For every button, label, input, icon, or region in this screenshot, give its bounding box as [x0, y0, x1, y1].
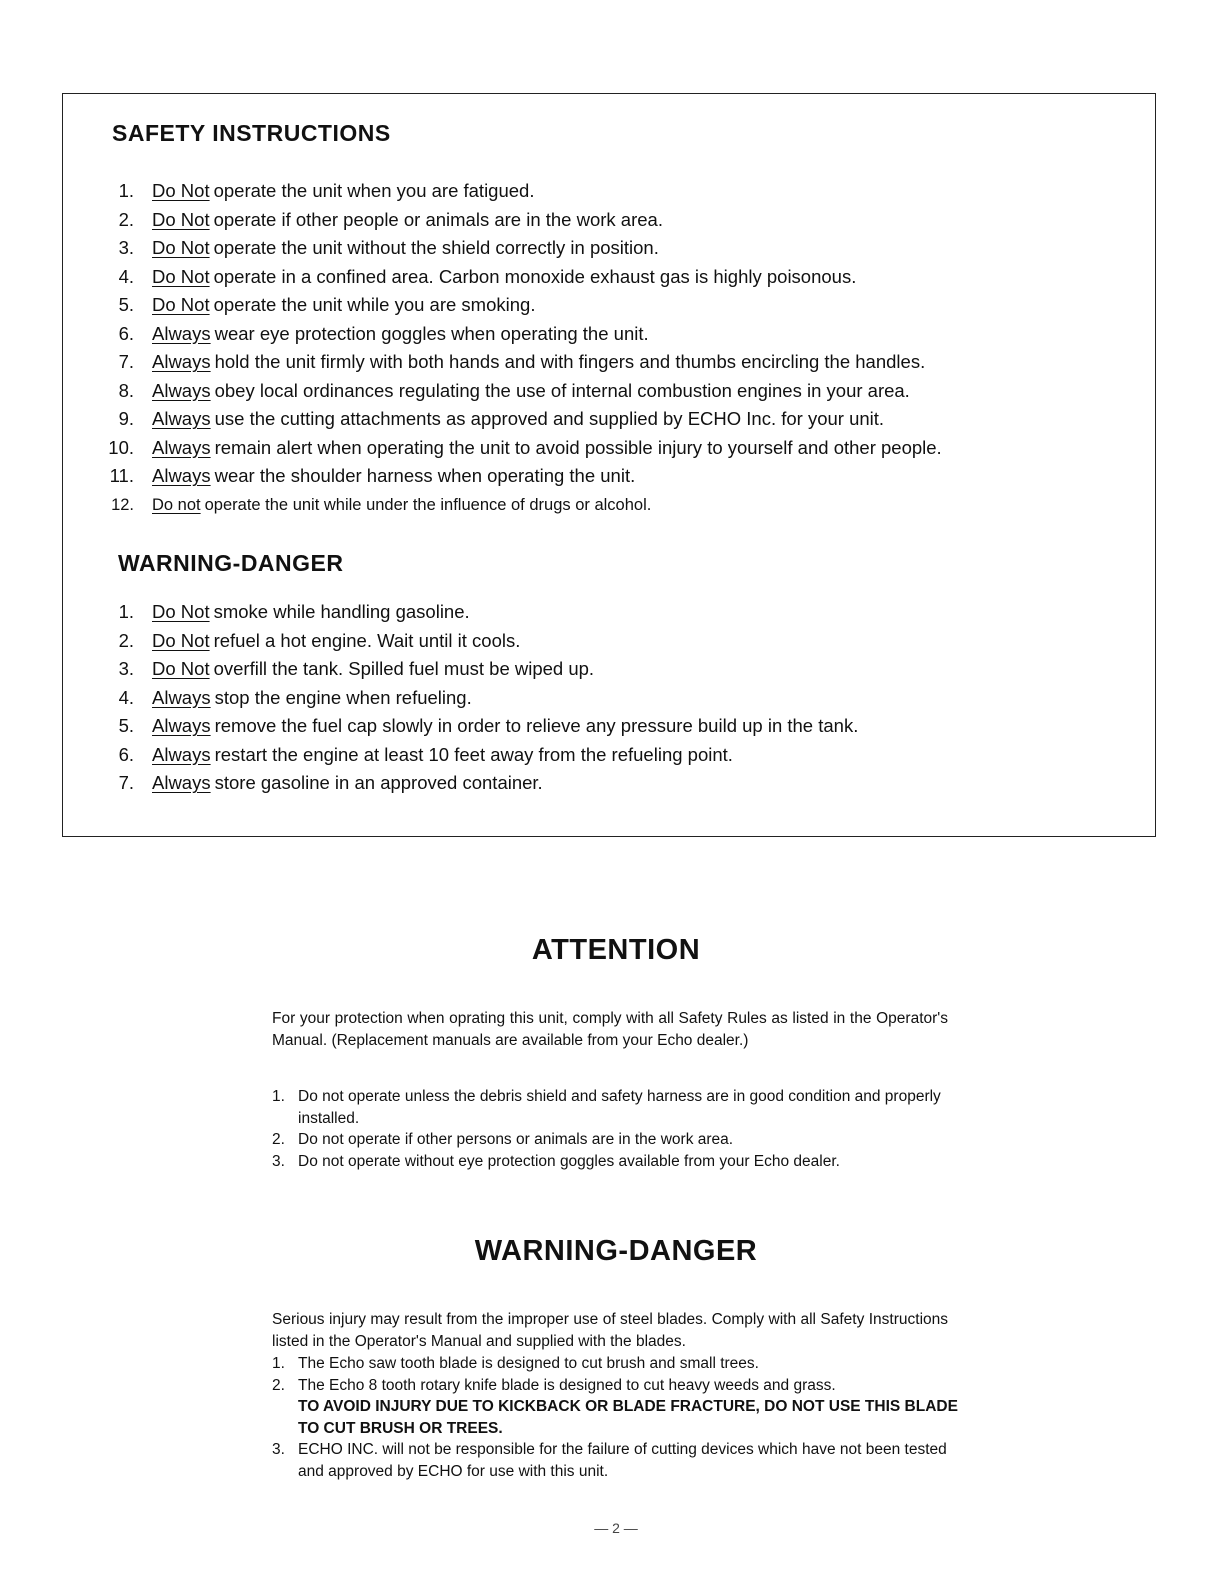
item-number: 5. [118, 294, 134, 315]
list-item [100, 348, 942, 377]
item-text: obey local ordinances regulating the use of internal combustion engines in your area. [214, 379, 910, 401]
item-text: overfill the tank. Spilled fuel must be wiped up. [213, 658, 595, 679]
warning-title: WARNING-DANGER [474, 1235, 758, 1267]
item-number: 3. [118, 658, 134, 679]
item-text: The Echo 8 tooth rotary knife blade is designed to cut heavy weeds and grass. [298, 1376, 836, 1394]
list-item [100, 462, 942, 491]
item-text: ECHO INC. will not be responsible for the failure of cutting devices which have not been tested and approved by ECHO for use with this unit. [298, 1441, 947, 1480]
attention-list [272, 1086, 962, 1172]
item-text: hold the unit firmly with both hands and with fingers and thumbs encircling the handles. [214, 351, 926, 372]
item-number: 3. [272, 1152, 285, 1170]
list-item [272, 1086, 962, 1129]
list-item [272, 1375, 962, 1440]
item-number: 4. [118, 265, 134, 287]
item-keyword: Always [152, 772, 211, 793]
list-item [272, 1353, 962, 1375]
item-text: refuel a hot engine. Wait until it cools. [213, 629, 521, 651]
item-text: restart the engine at least 10 feet away from the refueling point. [214, 743, 733, 765]
item-number: 7. [118, 351, 134, 372]
list-item [100, 491, 942, 520]
item-keyword: Always [152, 379, 211, 401]
item-keyword: Always [152, 465, 211, 486]
attention-intro: For your protection when oprating this unit, comply with all Safety Rules as listed in the Operator's Manual. (Replacement manuals are available from your Echo dealer.) [272, 1010, 948, 1049]
item-number: 1. [118, 180, 134, 201]
item-keyword: Do not [152, 495, 201, 514]
item-number: 2. [118, 208, 134, 230]
list-item [100, 741, 858, 770]
item-text: remain alert when operating the unit to avoid possible injury to yourself and other people. [214, 436, 942, 458]
list-item [100, 655, 858, 684]
item-text: operate the unit while you are smoking. [213, 294, 536, 315]
item-number: 3. [272, 1441, 285, 1458]
item-text: operate in a confined area. Carbon monoxide exhaust gas is highly poisonous. [213, 265, 857, 287]
item-text: store gasoline in an approved container. [214, 772, 543, 793]
item-keyword: Do Not [152, 180, 210, 201]
item-text: stop the engine when refueling. [214, 686, 472, 708]
item-keyword: Always [152, 322, 211, 344]
item-text: wear eye protection goggles when operating the unit. [214, 322, 649, 344]
item-text: Do not operate without eye protection goggles available from your Echo dealer. [298, 1152, 840, 1170]
list-item [100, 712, 858, 741]
list-item [272, 1151, 962, 1173]
list-item [100, 377, 942, 406]
item-number: 6. [118, 322, 134, 344]
list-item [100, 177, 942, 206]
item-keyword: Do Not [152, 208, 210, 230]
warning-intro: Serious injury may result from the improper use of steel blades. Comply with all Safety Instructions listed in the Operator's Manual and supplied with the blades. [272, 1311, 948, 1350]
item-keyword: Do Not [152, 601, 210, 622]
item-text: smoke while handling gasoline. [213, 601, 470, 622]
list-item [100, 627, 858, 656]
item-keyword: Always [152, 686, 211, 708]
item-keyword: Always [152, 408, 211, 429]
item-number: 10. [108, 436, 134, 458]
item-keyword: Do Not [152, 629, 210, 651]
list-item [100, 206, 942, 235]
item-keyword: Do Not [152, 265, 210, 287]
attention-title: ATTENTION [531, 934, 701, 966]
item-text: use the cutting attachments as approved and supplied by ECHO Inc. for your unit. [214, 408, 885, 429]
list-item [100, 684, 858, 713]
list-item [100, 405, 942, 434]
item-number: 5. [118, 715, 134, 736]
item-number: 1. [272, 1088, 285, 1105]
item-number: 1. [272, 1355, 285, 1372]
safety-title: SAFETY INSTRUCTIONS [112, 120, 391, 146]
item-text: operate if other people or animals are in the work area. [213, 208, 663, 230]
list-item [272, 1439, 962, 1482]
item-number: 2. [272, 1376, 285, 1394]
warning-box-list [100, 598, 858, 798]
item-keyword: Always [152, 351, 211, 372]
item-keyword: Do Not [152, 658, 210, 679]
item-number: 1. [118, 601, 134, 622]
list-item [100, 598, 858, 627]
item-keyword: Always [152, 436, 211, 458]
item-text: The Echo saw tooth blade is designed to cut brush and small trees. [298, 1355, 759, 1372]
item-number: 9. [118, 408, 134, 429]
list-item [100, 434, 942, 463]
warning-box-title: WARNING-DANGER [118, 550, 344, 576]
item-text: operate the unit when you are fatigued. [213, 180, 535, 201]
item-number: 4. [118, 686, 134, 708]
safety-list [100, 177, 942, 519]
list-item [100, 291, 942, 320]
list-item [100, 234, 942, 263]
item-number: 2. [118, 629, 134, 651]
item-text: operate the unit while under the influence of drugs or alcohol. [204, 495, 652, 514]
list-item [272, 1129, 962, 1151]
item-number: 6. [118, 743, 134, 765]
item-number: 7. [118, 772, 134, 793]
item-text: operate the unit without the shield correctly in position. [213, 237, 659, 258]
warning-list [272, 1353, 962, 1482]
list-item [100, 263, 942, 292]
item-number: 12. [111, 495, 134, 514]
item-keyword: Always [152, 715, 211, 736]
item-keyword: Always [152, 743, 211, 765]
list-item [100, 769, 858, 798]
item-bold-warning: TO AVOID INJURY DUE TO KICKBACK OR BLADE FRACTURE, DO NOT USE THIS BLADE TO CUT BRUSH OR TREES. [298, 1398, 958, 1437]
item-text: remove the fuel cap slowly in order to relieve any pressure build up in the tank. [214, 715, 859, 736]
item-text: Do not operate unless the debris shield and safety harness are in good condition and properly installed. [298, 1088, 941, 1127]
item-number: 2. [272, 1131, 285, 1148]
item-keyword: Do Not [152, 237, 210, 258]
item-text: Do not operate if other persons or animals are in the work area. [298, 1131, 734, 1148]
page-number: — 2 — [594, 1520, 638, 1536]
item-text: wear the shoulder harness when operating the unit. [214, 465, 636, 486]
item-number: 8. [118, 379, 134, 401]
item-keyword: Do Not [152, 294, 210, 315]
item-number: 3. [118, 237, 134, 258]
list-item [100, 320, 942, 349]
item-number: 11. [109, 465, 134, 486]
